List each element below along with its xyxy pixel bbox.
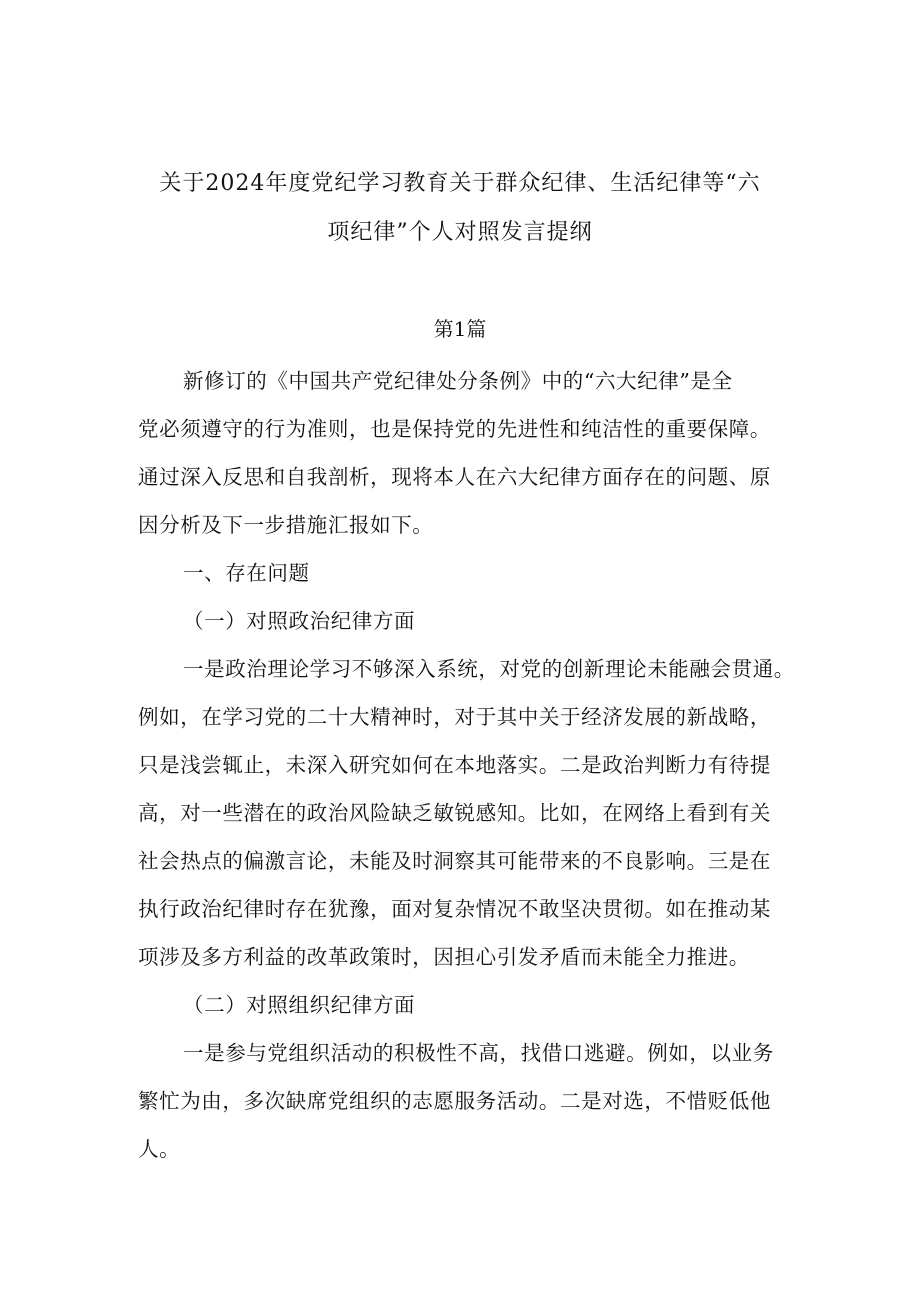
subsection-heading-organizational: （二）对照组织纪律方面 bbox=[183, 993, 416, 1017]
chapter-heading: 第1篇 bbox=[433, 317, 487, 341]
political-line-1: 一是政治理论学习不够深入系统，对党的创新理论未能融会贯通。 bbox=[183, 657, 795, 681]
intro-line-3: 通过深入反思和自我剖析，现将本人在六大纪律方面存在的问题、原 bbox=[138, 465, 771, 489]
organizational-line-3: 人。 bbox=[138, 1137, 181, 1161]
political-line-4: 高，对一些潜在的政治风险缺乏敏锐感知。比如，在网络上看到有关 bbox=[138, 801, 771, 825]
political-line-3: 只是浅尝辄止，未深入研究如何在本地落实。二是政治判断力有待提 bbox=[138, 753, 771, 777]
section-heading-problems: 一、存在问题 bbox=[183, 561, 310, 585]
organizational-line-1: 一是参与党组织活动的积极性不高，找借口逃避。例如，以业务 bbox=[183, 1041, 774, 1065]
document-title-line-1: 关于2024年度党纪学习教育关于群众纪律、生活纪律等“六 bbox=[159, 171, 761, 196]
political-line-6: 执行政治纪律时存在犹豫，面对复杂情况不敢坚决贯彻。如在推动某 bbox=[138, 897, 771, 921]
intro-line-1: 新修订的《中国共产党纪律处分条例》中的“六大纪律”是全 bbox=[183, 369, 733, 393]
document-title-line-2: 项纪律”个人对照发言提纲 bbox=[327, 220, 593, 245]
organizational-line-2: 繁忙为由，多次缺席党组织的志愿服务活动。二是对选，不惜贬低他 bbox=[138, 1089, 771, 1113]
political-line-2: 例如，在学习党的二十大精神时，对于其中关于经济发展的新战略， bbox=[138, 705, 771, 729]
intro-line-2: 党必须遵守的行为准则，也是保持党的先进性和纯洁性的重要保障。 bbox=[138, 417, 771, 441]
intro-line-4: 因分析及下一步措施汇报如下。 bbox=[138, 513, 434, 537]
subsection-heading-political: （一）对照政治纪律方面 bbox=[183, 609, 416, 633]
political-line-5: 社会热点的偏激言论，未能及时洞察其可能带来的不良影响。三是在 bbox=[138, 849, 771, 873]
political-line-7: 项涉及多方利益的改革政策时，因担心引发矛盾而未能全力推进。 bbox=[138, 945, 750, 969]
